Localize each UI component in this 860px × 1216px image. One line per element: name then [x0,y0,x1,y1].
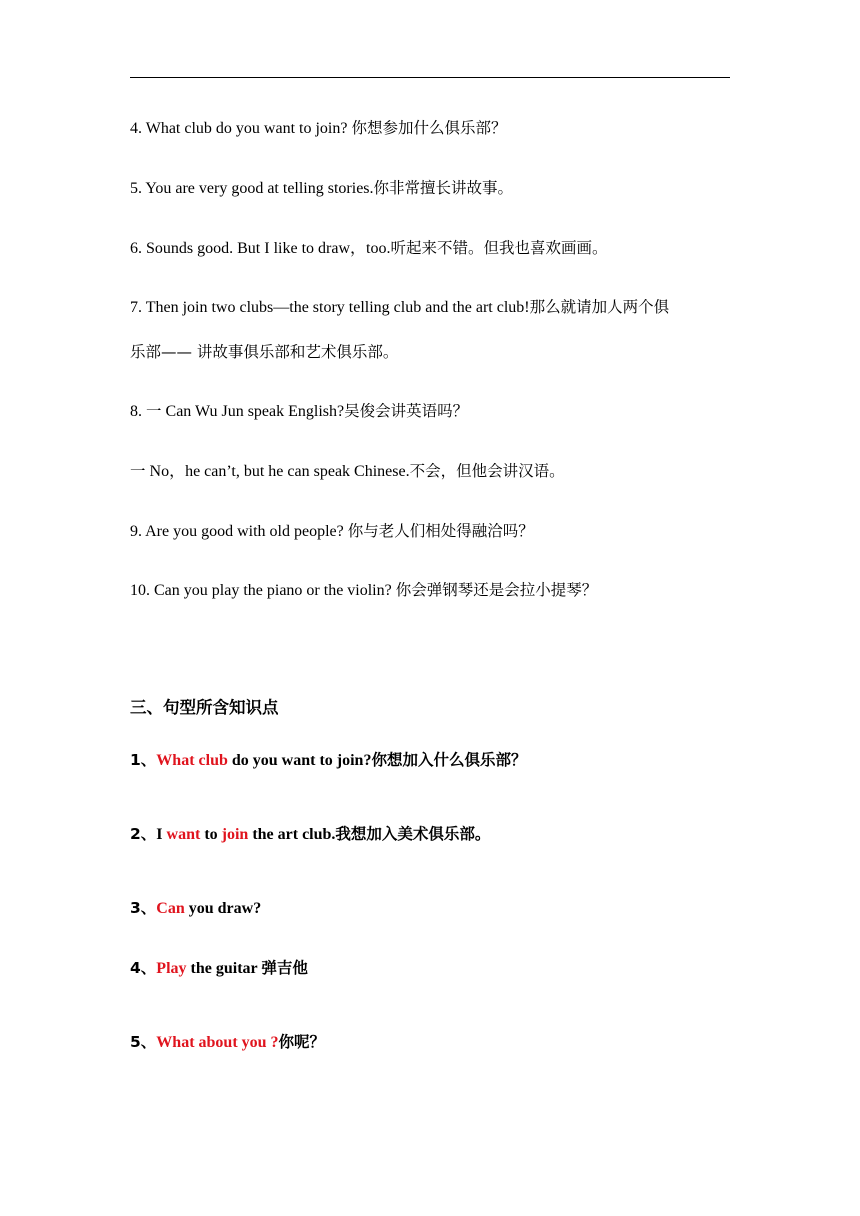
sentence-9 [130,521,534,542]
sentence-zh: 你非常擅长讲故事。 [373,179,514,197]
section-heading: 三、句型所含知识点 [130,698,279,717]
sentence-en: 9. Are you good with old people? [130,523,348,540]
point-text: I [156,826,167,843]
sentence-en: Can Wu Jun speak English? [161,403,345,420]
sentence-zh: 吴俊会讲英语吗？ [344,402,469,420]
sentence-5 [130,178,513,199]
highlight-text: want [166,826,201,843]
point-4 [130,958,308,979]
sentence-en: 7. Then join two clubs—the story telling club and the art club! [130,299,530,316]
sentence-10 [130,580,597,601]
highlight-text: join [221,826,249,843]
sentence-6 [130,238,607,259]
point-number: 3、 [130,899,157,917]
sentence-7-continued [130,342,398,363]
point-3 [130,898,261,919]
highlight-text: What about you ? [156,1034,279,1051]
point-text: the guitar [186,960,262,977]
sentence-8-reply [130,461,565,482]
point-zh: 我想加入美术俱乐部。 [335,825,491,843]
point-text: to [200,826,222,843]
sentence-4 [130,118,506,139]
sentence-en: 4. What club do you want to join? [130,120,352,137]
point-text: the art club. [248,826,336,843]
sentence-zh: 那么就请加人两个俱 [529,298,670,316]
sentence-en: 10. Can you play the piano or the violin? [130,582,396,599]
sentence-zh: 听起来不错。但我也喜欢画画。 [390,239,608,257]
sentence-zh: 不会，但他会讲汉语。 [409,462,565,480]
highlight-text: What club [156,752,228,769]
sentence-en: No，he can’t, but he can speak Chinese. [145,463,410,480]
point-5 [130,1032,325,1053]
sentence-en: 5. You are very good at telling stories. [130,180,374,197]
point-number: 4、 [130,959,157,977]
point-number: 2、 [130,825,157,843]
sentence-zh: 你会弹钢琴还是会拉小提琴？ [395,581,598,599]
sentence-8 [130,401,468,422]
sentence-number: 8. [130,403,146,420]
point-zh: 你想加入什么俱乐部？ [371,751,527,769]
point-number: 5、 [130,1033,157,1051]
point-text: do you want to join? [227,752,372,769]
point-2 [130,824,490,845]
sentence-7 [130,297,669,318]
sentence-zh: 你与老人们相处得融洽吗？ [347,522,534,540]
highlight-text: Can [156,900,185,917]
header-rule [130,77,730,78]
highlight-text: Play [156,960,187,977]
point-zh: 弹吉他 [261,959,308,977]
sentence-zh: 乐部—— 讲故事俱乐部和艺术俱乐部。 [130,343,399,361]
point-1 [130,750,526,771]
sentence-en: 6. Sounds good. But I like to draw，too. [130,240,391,257]
point-text: you draw? [184,900,262,917]
point-zh: 你呢？ [278,1033,326,1051]
dialogue-dash: 一 [130,462,146,480]
point-number: 1、 [130,751,157,769]
dialogue-dash: 一 [146,402,162,420]
sentence-zh: 你想参加什么俱乐部？ [351,119,507,137]
